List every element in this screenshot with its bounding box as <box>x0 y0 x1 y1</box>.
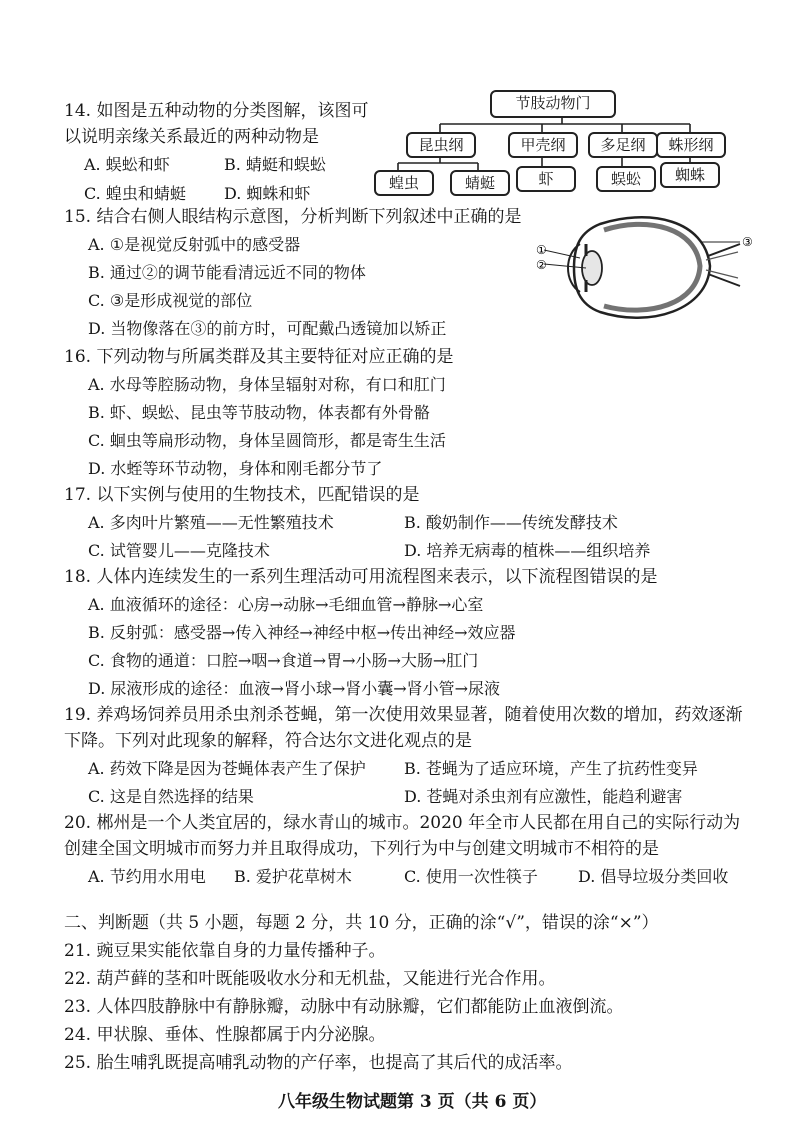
q19-option-a: A. 药效下降是因为苍蝇体表产生了保护 <box>88 759 366 778</box>
q17-option-c: C. 试管婴儿——克隆技术 <box>88 541 270 560</box>
q18-option-a: A. 血液循环的途径：心房→动脉→毛细血管→静脉→心室 <box>88 595 484 614</box>
q14-stem-line1: 14. 如图是五种动物的分类图解，该图可 <box>64 101 369 121</box>
q16-option-c: C. 蛔虫等扁形动物，身体呈圆筒形，都是寄生生活 <box>88 431 446 450</box>
q14-option-b: B. 蜻蜓和蜈蚣 <box>224 155 326 174</box>
eye-label-3: ③ <box>742 235 753 249</box>
eye-label-2: ② <box>536 258 547 272</box>
q17-option-b: B. 酸奶制作——传统发酵技术 <box>404 513 618 532</box>
q19-stem-line1: 19. 养鸡场饲养员用杀虫剂杀苍蝇，第一次使用效果显著，随着使用次数的增加，药效逐渐 <box>64 705 743 725</box>
tree-leaf-shrimp: 虾 <box>516 166 576 192</box>
q19-option-c: C. 这是自然选择的结果 <box>88 787 254 806</box>
tree-class-insecta: 昆虫纲 <box>406 132 476 158</box>
q19-stem-line2: 下降。下列对此现象的解释，符合达尔文进化观点的是 <box>64 731 472 751</box>
q15-stem: 15. 结合右侧人眼结构示意图，分析判断下列叙述中正确的是 <box>64 207 522 227</box>
q16-option-d: D. 水蛭等环节动物，身体和刚毛都分节了 <box>88 459 383 478</box>
tree-class-myriapoda: 多足纲 <box>588 132 658 158</box>
q15-option-d: D. 当物像落在③的前方时，可配戴凸透镜加以矫正 <box>88 319 447 338</box>
tree-leaf-dragonfly: 蜻蜓 <box>450 170 510 196</box>
tree-class-crustacea: 甲壳纲 <box>508 132 578 158</box>
q19-option-d: D. 苍蝇对杀虫剂有应激性，能趋利避害 <box>404 787 683 806</box>
q20-option-a: A. 节约用水用电 <box>88 867 206 886</box>
q14-stem-line2: 以说明亲缘关系最近的两种动物是 <box>64 127 319 147</box>
q17-option-d: D. 培养无病毒的植株——组织培养 <box>404 541 651 560</box>
q18-option-c: C. 食物的通道：口腔→咽→食道→胃→小肠→大肠→肛门 <box>88 651 479 670</box>
q15-option-c: C. ③是形成视觉的部位 <box>88 291 253 310</box>
judgment-item-24: 24. 甲状腺、垂体、性腺都属于内分泌腺。 <box>64 1025 386 1045</box>
tree-leaf-locust: 蝗虫 <box>374 170 434 196</box>
judgment-item-25: 25. 胎生哺乳既提高哺乳动物的产仔率，也提高了其后代的成活率。 <box>64 1053 573 1073</box>
q16-option-b: B. 虾、蜈蚣、昆虫等节肢动物，体表都有外骨骼 <box>88 403 430 422</box>
eye-structure-diagram <box>530 206 770 332</box>
tree-root-phylum: 节肢动物门 <box>490 90 616 118</box>
tree-leaf-spider: 蜘蛛 <box>660 162 720 188</box>
q15-option-a: A. ①是视觉反射弧中的感受器 <box>88 235 301 254</box>
q14-option-c: C. 蝗虫和蜻蜓 <box>84 184 186 203</box>
q16-stem: 16. 下列动物与所属类群及其主要特征对应正确的是 <box>64 347 454 367</box>
section2-title: 二、判断题（共 5 小题，每题 2 分，共 10 分，正确的涂“√”，错误的涂“×”） <box>64 913 659 933</box>
q20-option-d: D. 倡导垃圾分类回收 <box>578 867 729 886</box>
q14-option-d: D. 蜘蛛和虾 <box>224 184 311 203</box>
tree-class-arachnida: 蛛形纲 <box>656 132 726 158</box>
q15-option-b: B. 通过②的调节能看清远近不同的物体 <box>88 263 366 282</box>
tree-leaf-centipede: 蜈蚣 <box>596 166 656 192</box>
q19-option-b: B. 苍蝇为了适应环境，产生了抗药性变异 <box>404 759 698 778</box>
eye-label-1: ① <box>536 243 547 257</box>
page-footer: 八年级生物试题第 3 页（共 6 页） <box>278 1092 547 1112</box>
q18-stem: 18. 人体内连续发生的一系列生理活动可用流程图来表示，以下流程图错误的是 <box>64 567 658 587</box>
judgment-item-21: 21. 豌豆果实能依靠自身的力量传播种子。 <box>64 941 386 961</box>
q17-option-a: A. 多肉叶片繁殖——无性繁殖技术 <box>88 513 334 532</box>
q17-stem: 17. 以下实例与使用的生物技术，匹配错误的是 <box>64 485 420 505</box>
q20-stem-line1: 20. 郴州是一个人类宜居的，绿水青山的城市。2020 年全市人民都在用自己的实际行动为 <box>64 813 741 833</box>
q18-option-d: D. 尿液形成的途径：血液→肾小球→肾小囊→肾小管→尿液 <box>88 679 501 698</box>
judgment-item-23: 23. 人体四肢静脉中有静脉瓣，动脉中有动脉瓣，它们都能防止血液倒流。 <box>64 997 624 1017</box>
q20-option-c: C. 使用一次性筷子 <box>404 867 538 886</box>
q16-option-a: A. 水母等腔肠动物，身体呈辐射对称，有口和肛门 <box>88 375 446 394</box>
judgment-item-22: 22. 葫芦藓的茎和叶既能吸收水分和无机盐，又能进行光合作用。 <box>64 969 556 989</box>
q20-stem-line2: 创建全国文明城市而努力并且取得成功，下列行为中与创建文明城市不相符的是 <box>64 839 659 859</box>
q20-option-b: B. 爱护花草树木 <box>234 867 352 886</box>
q14-option-a: A. 蜈蚣和虾 <box>84 155 170 174</box>
q18-option-b: B. 反射弧：感受器→传入神经→神经中枢→传出神经→效应器 <box>88 623 516 642</box>
